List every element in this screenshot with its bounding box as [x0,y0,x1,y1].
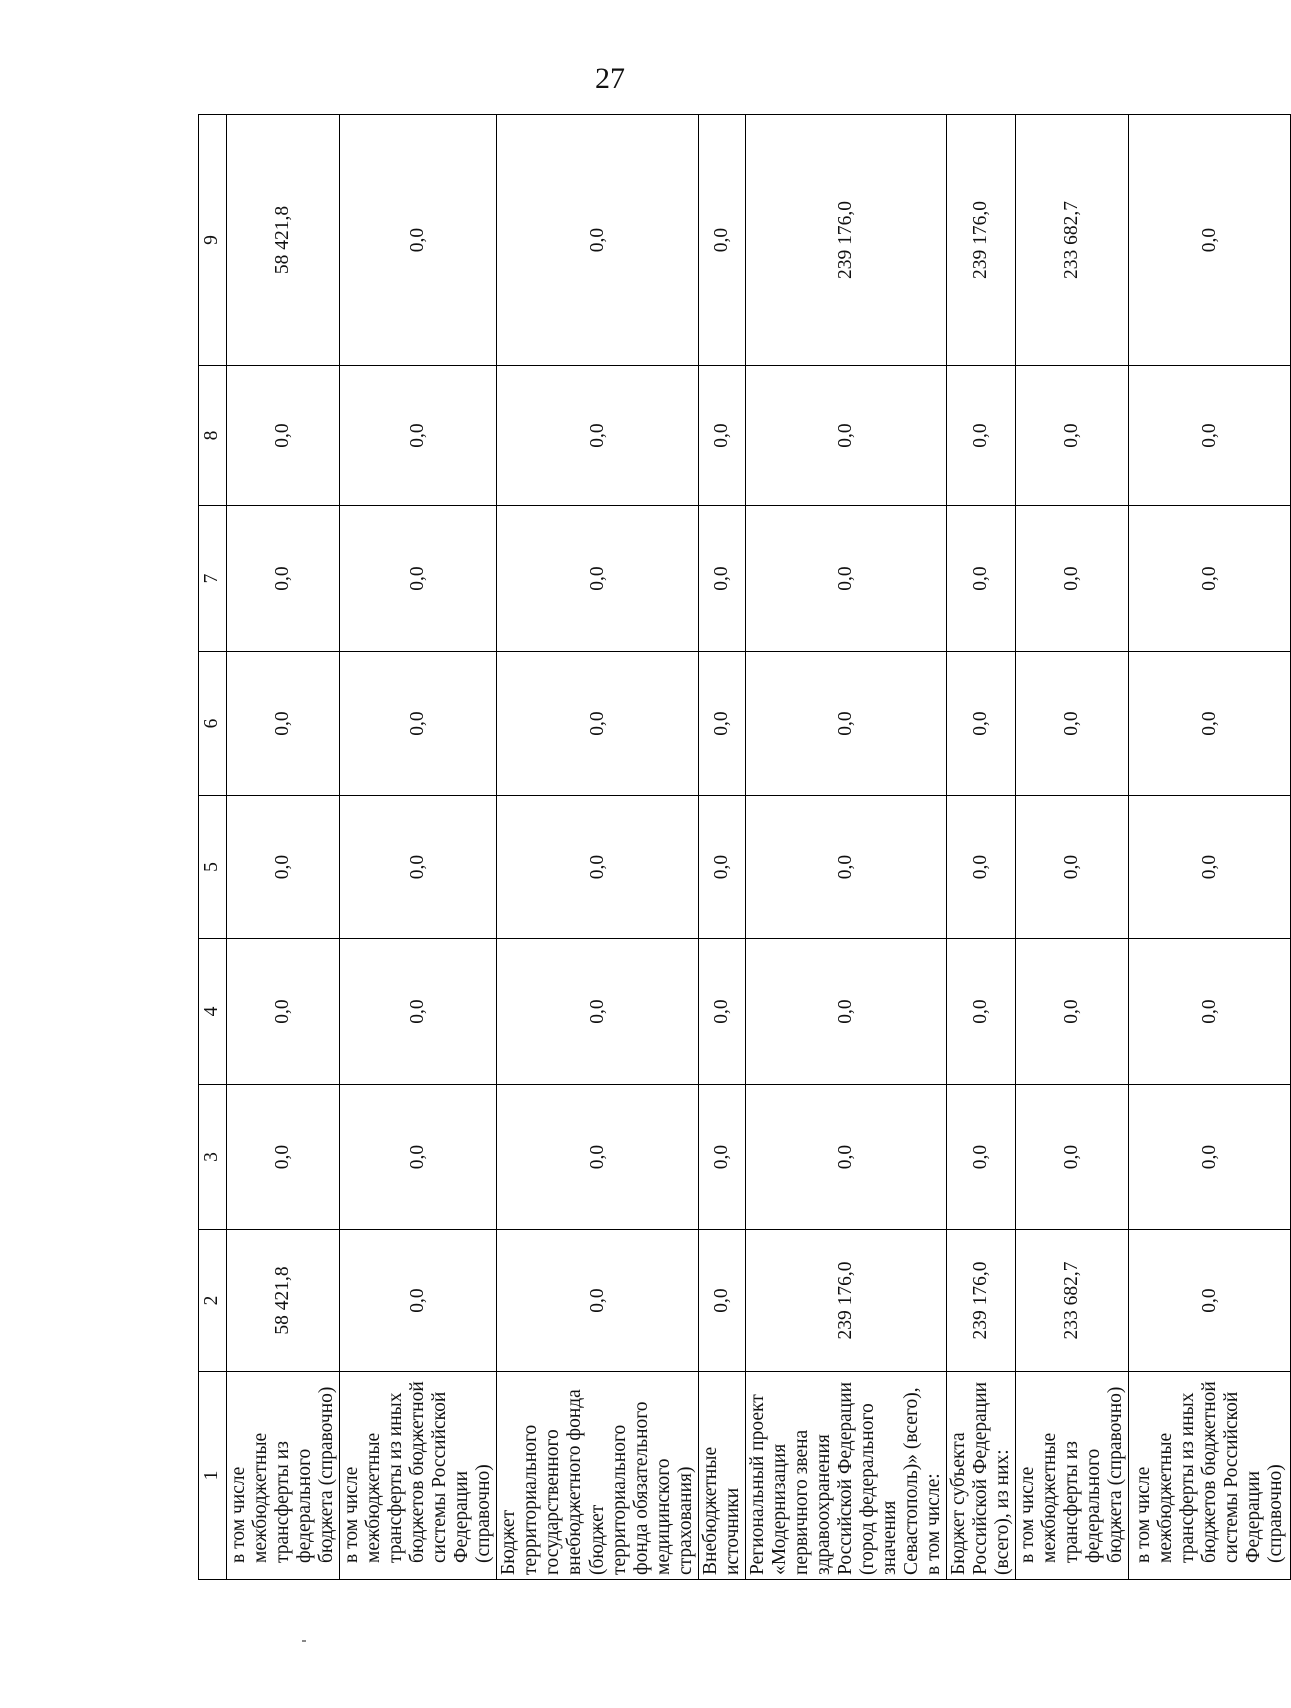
table-cell: 0,0 [698,796,745,939]
table-cell: 0,0 [698,1230,745,1372]
table-cell: 0,0 [497,506,698,652]
table-cell: 233 682,7 [1016,115,1129,366]
column-header: 7 [199,506,227,652]
table-row [340,115,497,1580]
table-row [745,115,946,1580]
table-cell: 0,0 [698,366,745,506]
page-number: 27 [595,62,625,95]
table-cell: 0,0 [947,652,1016,796]
table-cell: 0,0 [698,1085,745,1230]
table-cell: 0,0 [497,796,698,939]
row-label: Бюджет субъекта Российской Федерации (всего), из них: [947,1372,1016,1580]
table-cell: 0,0 [497,1085,698,1230]
table-row [1016,115,1129,1580]
rotated-table-container [198,115,1286,1580]
table-cell: 0,0 [1129,506,1291,652]
table-row [497,115,698,1580]
table-cell: 0,0 [340,506,497,652]
table-cell: 0,0 [1016,652,1129,796]
row-label: Внебюджетные источники [698,1372,745,1580]
table-row [947,115,1016,1580]
table-cell: 0,0 [745,796,946,939]
table-cell: 0,0 [1129,652,1291,796]
table-row [227,115,340,1580]
table-cell: 0,0 [340,115,497,366]
column-header: 1 [199,1372,227,1580]
table-cell: 58 421,8 [227,1230,340,1372]
table-cell: 0,0 [340,1230,497,1372]
table-cell: 0,0 [745,939,946,1085]
table-cell: 0,0 [1016,939,1129,1085]
table-cell: 0,0 [1129,1085,1291,1230]
table-cell: 0,0 [745,652,946,796]
table-cell: 0,0 [227,366,340,506]
table-cell: 0,0 [1129,1230,1291,1372]
table-cell: 0,0 [227,506,340,652]
column-header: 4 [199,939,227,1085]
table-cell: 0,0 [947,939,1016,1085]
table-cell: 239 176,0 [745,115,946,366]
column-header: 6 [199,652,227,796]
column-header: 2 [199,1230,227,1372]
table-cell: 0,0 [947,506,1016,652]
table-cell: 0,0 [698,506,745,652]
row-label: в том числе межбюджетные трансферты из федерального бюджета (справочно) [1016,1372,1129,1580]
table-cell: 0,0 [947,366,1016,506]
table-cell: 0,0 [340,652,497,796]
table-cell: 0,0 [227,1085,340,1230]
table-cell: 0,0 [497,366,698,506]
column-header: 9 [199,115,227,366]
table-cell: 0,0 [1129,796,1291,939]
scan-speck [302,1640,306,1642]
table-cell: 0,0 [1016,366,1129,506]
table-cell: 0,0 [745,366,946,506]
table-cell: 0,0 [497,1230,698,1372]
row-label: Бюджет территориального государственного внебюджетного фонда (бюджет территориального фонда обязательного медицинского страхования) [497,1372,698,1580]
table-cell: 239 176,0 [745,1230,946,1372]
table-cell: 0,0 [227,939,340,1085]
table-cell: 0,0 [340,796,497,939]
table-cell: 0,0 [227,796,340,939]
row-label: в том числе межбюджетные трансферты из иных бюджетов бюджетной системы Российской Федерации (справочно) [1129,1372,1291,1580]
budget-table [198,114,1291,1580]
table-cell: 0,0 [698,939,745,1085]
table-cell: 0,0 [698,115,745,366]
column-header: 5 [199,796,227,939]
table-cell: 0,0 [1016,796,1129,939]
table-cell: 0,0 [340,366,497,506]
table-cell: 0,0 [1016,1085,1129,1230]
table-cell: 239 176,0 [947,1230,1016,1372]
table-cell: 0,0 [745,506,946,652]
table-cell: 0,0 [1016,506,1129,652]
table-cell: 0,0 [947,1085,1016,1230]
table-cell: 0,0 [340,939,497,1085]
table-cell: 0,0 [1129,115,1291,366]
table-row [1129,115,1291,1580]
table-cell: 0,0 [227,652,340,796]
column-header: 3 [199,1085,227,1230]
table-cell: 0,0 [1129,939,1291,1085]
table-cell: 233 682,7 [1016,1230,1129,1372]
table-row [698,115,745,1580]
table-cell: 0,0 [497,115,698,366]
table-cell: 0,0 [497,939,698,1085]
table-cell: 58 421,8 [227,115,340,366]
table-cell: 0,0 [947,796,1016,939]
row-label: Региональный проект «Модернизация первичного звена здравоохранения Российской Федерации (город федерального значения Севастополь)» (всего), в том числе: [745,1372,946,1580]
table-cell: 0,0 [497,652,698,796]
table-cell: 239 176,0 [947,115,1016,366]
column-numbers-row [199,115,227,1580]
table-cell: 0,0 [1129,366,1291,506]
table-cell: 0,0 [698,652,745,796]
column-header: 8 [199,366,227,506]
table-cell: 0,0 [745,1085,946,1230]
row-label: в том числе межбюджетные трансферты из иных бюджетов бюджетной системы Российской Федерации (справочно) [340,1372,497,1580]
table-cell: 0,0 [340,1085,497,1230]
row-label: в том числе межбюджетные трансферты из федерального бюджета (справочно) [227,1372,340,1580]
